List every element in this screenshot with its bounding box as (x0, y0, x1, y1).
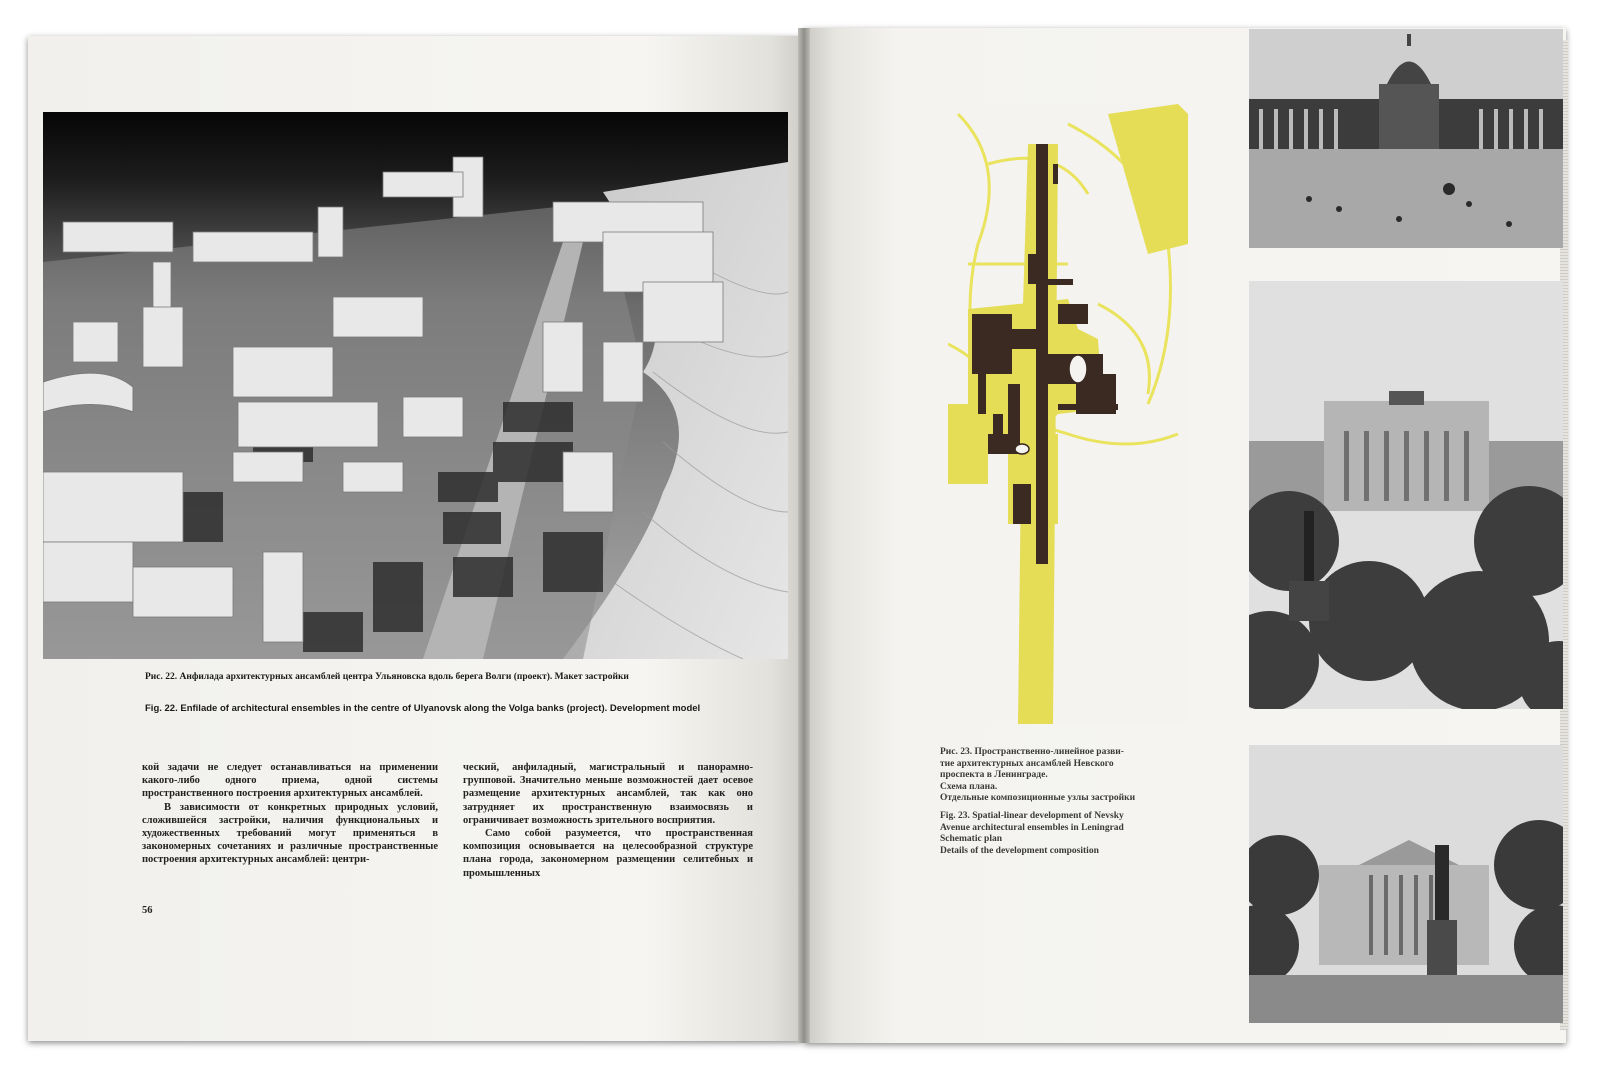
cathedral-illustration (1249, 29, 1563, 248)
alexandrinsky-theatre-photo (1249, 281, 1563, 709)
model-photo-illustration (43, 112, 788, 659)
book-spine (798, 28, 810, 1043)
paragraph: ческий, анфиладный, магистральный и панорамно-групповой. Значительно меньше возможностей дает осевое размещение архитектурных ансамблей, так как оно затрудняет их пространственную взаимосвязь и ограничивает возможность зрительного восприятия. (463, 762, 753, 826)
figure-23-caption (940, 747, 1170, 857)
text-column-2 (463, 761, 753, 880)
caption-line: Schematic plan (940, 834, 1003, 845)
caption-line: Рис. 23. Пространственно-линейное разви- (940, 747, 1124, 757)
caption-line: Avenue architectural ensembles in Leningrad (940, 822, 1124, 833)
museum-illustration (1249, 745, 1563, 1023)
caption-line: Схема плана. (940, 781, 998, 792)
nevsky-plan-illustration (948, 104, 1188, 724)
page-number: 56 (142, 905, 153, 916)
theatre-illustration (1249, 281, 1563, 709)
caption-line: Fig. 23. Spatial-linear development of Nevsky (940, 810, 1124, 821)
kazan-cathedral-photo (1249, 29, 1563, 248)
text-column-1 (142, 761, 438, 867)
caption-line: Отдельные композиционные узлы застройки (940, 793, 1136, 804)
figure-23-plan-map (948, 104, 1188, 724)
paragraph: В зависимости от конкретных природных условий, сложившейся застройки, наличия функциональных и художественных требований могут применяться в закономерных сочетаниях и различные пространственные построения архитектурных ансамблей: центри- (142, 801, 438, 866)
caption-line: Details of the development composition (940, 845, 1099, 856)
russian-museum-photo (1249, 745, 1563, 1023)
caption-line: проспекта в Ленинграде. (940, 770, 1048, 781)
figure-22-caption-en: Fig. 22. Enfilade of architectural ensembles in the centre of Ulyanovsk along the Volga banks (project). Development model (145, 703, 701, 714)
figure-22-caption-ru: Рис. 22. Анфилада архитектурных ансамблей центра Ульяновска вдоль берега Волги (проект). Макет застройки (145, 672, 629, 682)
paragraph: кой задачи не следует останавливаться на применении какого-либо одного приема, одной системы пространственного построения архитектурных ансамблей. (142, 762, 438, 800)
figure-22-model-photo (43, 112, 788, 659)
paragraph: Само собой разумеется, что пространственная композиция основывается на целесообразной структуре плана города, закономерном размещении селитебных и промышленных (463, 828, 753, 879)
caption-line: тие архитектурных ансамблей Невского (940, 758, 1114, 769)
